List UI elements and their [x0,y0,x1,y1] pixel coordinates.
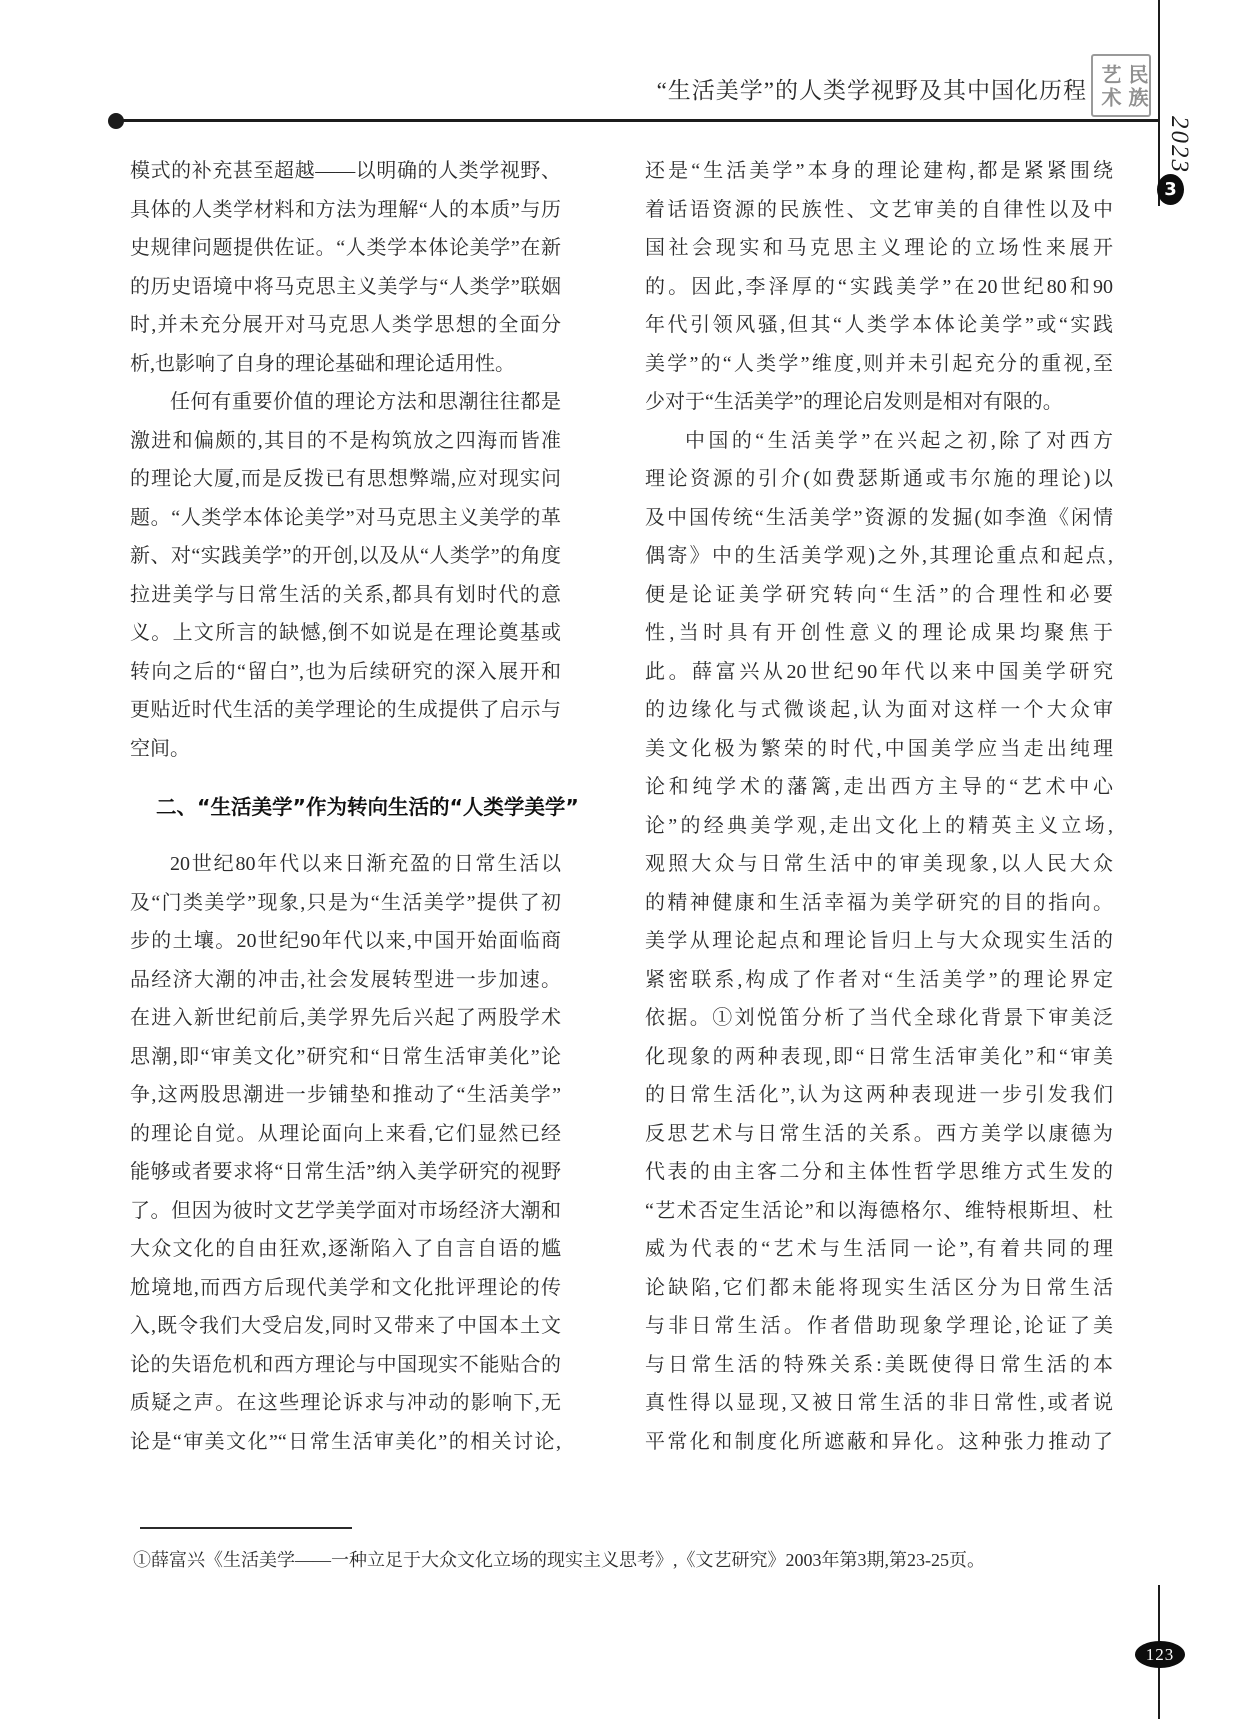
text-line: 与非日常生活。作者借助现象学理论,论证了美 [645,1315,1113,1337]
text-line: 史规律问题提供佐证。“人类学本体论美学”在新 [130,237,561,259]
text-line: 新、对“实践美学”的开创,以及从“人类学”的角度 [130,545,561,567]
seal-text: 民族艺术 [1098,63,1147,110]
text-line: 论是“审美文化”“日常生活审美化”的相关讨论, [130,1430,561,1453]
text-line: 模式的补充甚至超越——以明确的人类学视野、 [130,160,561,182]
journal-year: 2023 [1166,116,1193,174]
text-line: 空间。 [130,737,190,760]
text-line: 时,并未充分展开对马克思人类学思想的全面分 [130,314,561,336]
text-line: 依据。①刘悦笛分析了当代全球化背景下审美泛 [645,1007,1113,1029]
page-number-badge [1135,1641,1185,1668]
text-line: 了。但因为彼时文艺学美学面对市场经济大潮和 [130,1199,561,1222]
text-line: 还是“生活美学”本身的理论建构,都是紧紧围绕 [645,160,1113,182]
text-line: 的边缘化与式微谈起,认为面对这样一个大众审 [645,699,1113,721]
text-line: 义。上文所言的缺憾,倒不如说是在理论奠基或 [130,622,561,644]
text-line: 激进和偏颇的,其目的不是构筑放之四海而皆准 [130,429,561,452]
text-line: 美学从理论起点和理论旨归上与大众现实生活的 [645,930,1113,952]
text-line: 具体的人类学材料和方法为理解“人的本质”与历 [130,198,561,221]
text-line: 紧密联系,构成了作者对“生活美学”的理论界定 [645,968,1113,991]
footnote-text: ①薛富兴《生活美学——一种立足于大众文化立场的现实主义思考》,《文艺研究》2003年第3期,第23-25页。 [133,1550,985,1570]
text-line: 性,当时具有开创性意义的理论成果均聚焦于 [645,622,1113,644]
text-line: 析,也影响了自身的理论基础和理论适用性。 [130,352,515,375]
text-line: 争,这两股思潮进一步铺垫和推动了“生活美学” [130,1084,561,1106]
text-line: 及中国传统“生活美学”资源的发掘(如李渔《闲情 [645,506,1113,529]
text-line: 转向之后的“留白”,也为后续研究的深入展开和 [130,660,561,683]
text-line: 论的失语危机和西方理论与中国现实不能贴合的 [130,1353,561,1376]
text-line: 更贴近时代生活的美学理论的生成提供了启示与 [130,699,561,721]
text-line: 的理论大厦,而是反拨已有思想弊端,应对现实问 [130,468,561,490]
text-line: 论缺陷,它们都未能将现实生活区分为日常生活 [645,1276,1113,1299]
text-line: 的理论自觉。从理论面向上来看,它们显然已经 [130,1122,561,1145]
text-line: 威为代表的“艺术与生活同一论”,有着共同的理 [645,1238,1113,1260]
margin-rule-top [1158,0,1160,206]
left-column [130,152,579,1461]
text-line: 年代引领风骚,但其“人类学本体论美学”或“实践 [645,314,1113,336]
text-line: 论和纯学术的藩篱,走出西方主导的“艺术中心 [645,776,1113,798]
text-line: 质疑之声。在这些理论诉求与冲动的影响下,无 [130,1392,561,1414]
journal-seal [1091,54,1151,117]
right-column [645,152,1113,1461]
text-line: 平常化和制度化所遮蔽和异化。这种张力推动了 [645,1430,1113,1453]
text-line: 反思艺术与日常生活的关系。西方美学以康德为 [645,1122,1113,1145]
text-line: 大众文化的自由狂欢,逐渐陷入了自言自语的尴 [130,1238,561,1260]
text-line: 理论资源的引介(如费瑟斯通或韦尔施的理论)以 [645,468,1113,490]
page-number: 123 [1145,1645,1175,1664]
text-line: 论”的经典美学观,走出文化上的精英主义立场, [645,814,1113,837]
text-line: 能够或者要求将“日常生活”纳入美学研究的视野 [130,1161,561,1183]
text-line: 美学”的“人类学”维度,则并未引起充分的重视,至 [645,352,1113,375]
text-line: 任何有重要价值的理论方法和思潮往往都是 [170,391,561,413]
text-line: 及“门类美学”现象,只是为“生活美学”提供了初 [130,891,561,914]
text-line: 的精神健康和生活幸福为美学研究的目的指向。 [645,891,1113,914]
text-line: 着话语资源的民族性、文艺审美的自律性以及中 [645,198,1113,221]
text-line: 的日常生活化”,认为这两种表现进一步引发我们 [645,1084,1113,1106]
header-rule [117,119,1159,122]
text-line: 便是论证美学研究转向“生活”的合理性和必要 [645,583,1113,606]
article-title: “生活美学”的人类学视野及其中国化历程 [656,78,1087,103]
text-line: 入,既令我们大受启发,同时又带来了中国本土文 [130,1315,561,1337]
text-line: 与日常生活的特殊关系:美既使得日常生活的本 [645,1353,1113,1376]
text-line: 真性得以显现,又被日常生活的非日常性,或者说 [645,1392,1113,1414]
text-line: 品经济大潮的冲击,社会发展转型进一步加速。 [130,968,561,991]
text-line: 尬境地,而西方后现代美学和文化批评理论的传 [130,1276,561,1299]
text-line: 中国的“生活美学”在兴起之初,除了对西方 [685,429,1113,452]
issue-number: 3 [1164,179,1177,200]
text-line: 的。因此,李泽厚的“实践美学”在20世纪80和90 [645,275,1113,298]
text-line: 拉进美学与日常生活的关系,都具有划时代的意 [130,583,561,606]
text-line: 国社会现实和马克思主义理论的立场性来展开 [645,237,1113,259]
text-line: 美文化极为繁荣的时代,中国美学应当走出纯理 [645,737,1113,760]
text-line: 化现象的两种表现,即“日常生活审美化”和“审美 [645,1045,1113,1068]
issue-badge [1157,174,1184,205]
text-line: 的历史语境中将马克思主义美学与“人类学”联姻 [130,275,561,298]
text-line: 观照大众与日常生活中的审美现象,以人民大众 [645,853,1113,875]
text-line: 步的土壤。20世纪90年代以来,中国开始面临商 [130,930,561,952]
text-line: 代表的由主客二分和主体性哲学思维方式生发的 [645,1161,1113,1183]
section-heading: 二、“生活美学”作为转向生活的“人类学美学” [156,795,579,819]
text-line: 思潮,即“审美文化”研究和“日常生活审美化”论 [130,1045,561,1068]
text-line: 偶寄》中的生活美学观)之外,其理论重点和起点, [645,545,1113,567]
text-line: “艺术否定生活论”和以海德格尔、维特根斯坦、杜 [645,1199,1113,1222]
text-line: 在进入新世纪前后,美学界先后兴起了两股学术 [130,1007,561,1029]
text-line: 少对于“生活美学”的理论启发则是相对有限的。 [645,391,1063,413]
text-line: 20世纪80年代以来日渐充盈的日常生活以 [170,853,561,875]
footnote-rule [140,1527,352,1529]
text-line: 题。“人类学本体论美学”对马克思主义美学的革 [130,506,561,529]
text-line: 此。薛富兴从20世纪90年代以来中国美学研究 [645,660,1113,683]
